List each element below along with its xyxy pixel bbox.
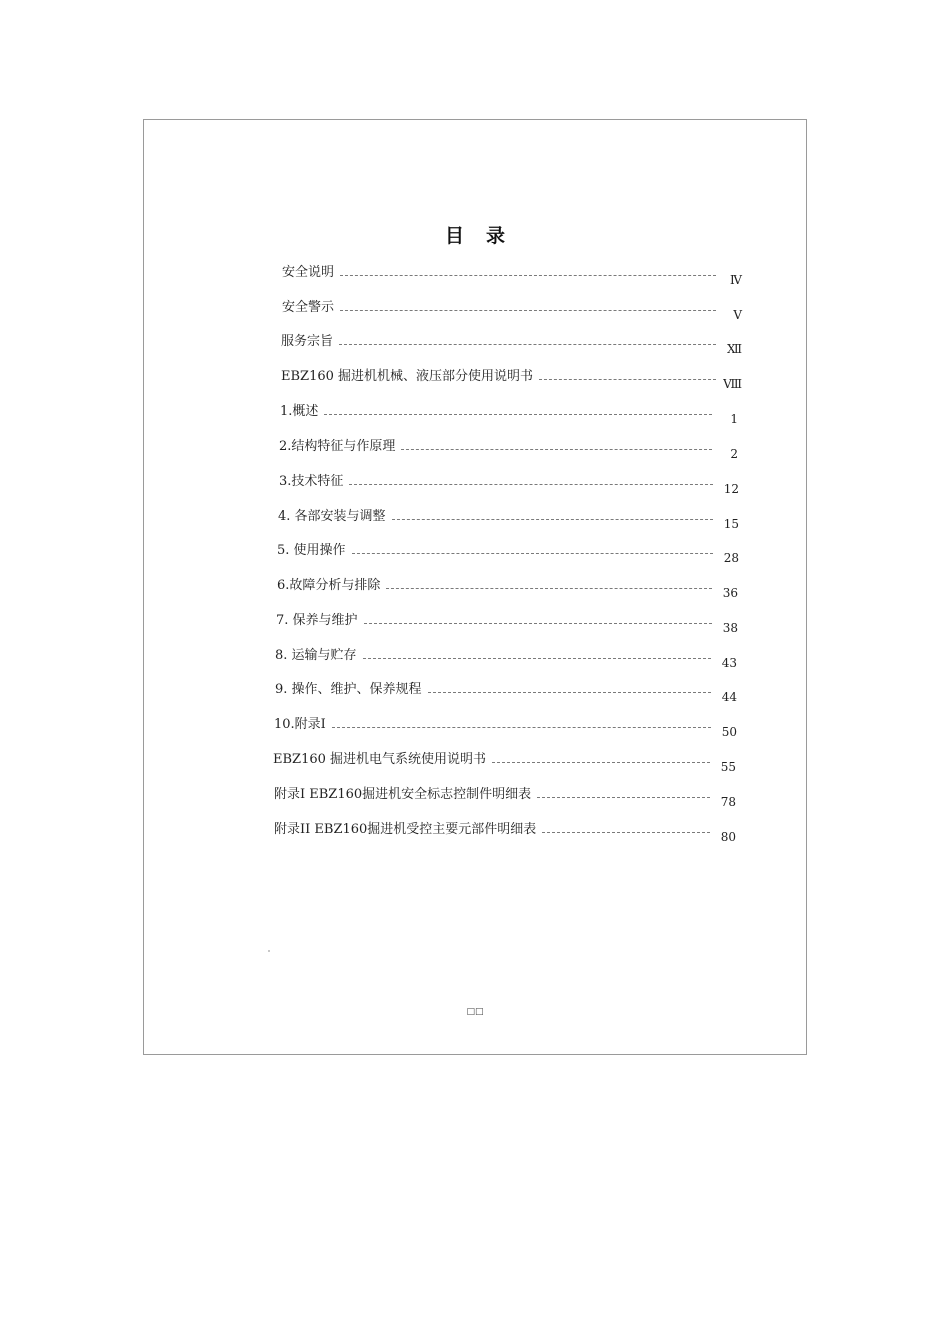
toc-entry — [275, 676, 737, 704]
toc-entry-label: EBZ160 掘进机电气系统使用说明书 — [273, 752, 487, 767]
toc-entry-label: 安全说明 — [282, 265, 335, 280]
toc-entry-page: Ⅳ — [730, 273, 742, 287]
toc-leader — [363, 658, 711, 659]
toc-entry — [274, 816, 736, 844]
toc-leader — [537, 797, 710, 798]
scan-speck — [268, 950, 270, 952]
toc-entry-label: 7. 保养与维护 — [276, 613, 358, 628]
toc-entry-page: 12 — [723, 482, 739, 496]
toc-entry-label: 安全警示 — [282, 300, 335, 315]
toc-leader — [492, 762, 710, 763]
toc-entry-label: 附录Ⅰ EBZ160掘进机安全标志控制件明细表 — [274, 787, 532, 802]
toc-entry-page: 28 — [723, 551, 739, 565]
toc-leader — [401, 449, 712, 450]
toc-entry — [274, 781, 736, 809]
toc-entry — [279, 433, 738, 461]
toc-entry-label: 4. 各部安装与调整 — [278, 509, 386, 524]
toc-entry — [274, 711, 737, 739]
toc-entry-page: 55 — [720, 760, 736, 774]
toc-entry-label: 6.故障分析与排除 — [277, 578, 381, 593]
toc-list — [144, 120, 806, 1054]
toc-entry-page: Ⅴ — [733, 308, 742, 322]
page-number: □□ — [466, 1007, 484, 1017]
toc-entry — [281, 328, 742, 356]
toc-leader — [539, 379, 716, 380]
toc-entry-page: 2 — [730, 447, 738, 461]
toc-entry-page: 43 — [721, 656, 737, 670]
toc-entry — [279, 468, 739, 496]
toc-entry-page: 78 — [720, 795, 736, 809]
toc-entry-label: 5. 使用操作 — [277, 543, 346, 558]
toc-entry — [282, 294, 742, 322]
toc-entry-label: 附录II EBZ160掘进机受控主要元部件明细表 — [274, 822, 537, 837]
toc-entry — [276, 607, 738, 635]
toc-leader — [392, 519, 713, 520]
toc-entry-label: 10.附录Ⅰ — [274, 717, 326, 732]
toc-leader — [339, 344, 716, 345]
toc-entry-page: 36 — [722, 586, 738, 600]
toc-leader — [364, 623, 712, 624]
toc-entry-label: 8. 运输与贮存 — [275, 648, 357, 663]
toc-entry-page: Ⅷ — [723, 377, 742, 391]
toc-title: 目录 — [444, 225, 527, 247]
toc-entry-label: 3.技术特征 — [279, 474, 344, 489]
toc-entry-label: 服务宗旨 — [281, 334, 334, 349]
toc-leader — [332, 727, 711, 728]
toc-leader — [542, 832, 710, 833]
toc-entry — [281, 363, 742, 391]
toc-entry-page: 44 — [721, 690, 737, 704]
toc-entry — [277, 537, 739, 565]
toc-entry — [280, 398, 738, 426]
toc-entry-page: 1 — [730, 412, 738, 426]
document-page — [143, 119, 807, 1055]
toc-entry — [277, 572, 738, 600]
toc-entry-page: 15 — [723, 517, 739, 531]
toc-entry-label: EBZ160 掘进机机械、液压部分使用说明书 — [281, 369, 534, 384]
toc-entry-label: 2.结构特征与作原理 — [279, 439, 396, 454]
toc-entry-page: 38 — [722, 621, 738, 635]
toc-leader — [340, 275, 716, 276]
toc-entry — [278, 503, 739, 531]
toc-leader — [340, 310, 716, 311]
toc-entry — [273, 746, 736, 774]
toc-leader — [386, 588, 712, 589]
toc-entry-label: 9. 操作、维护、保养规程 — [275, 682, 422, 697]
toc-entry-label: 1.概述 — [280, 404, 319, 419]
toc-entry-page: Ⅻ — [726, 342, 742, 356]
toc-entry — [275, 642, 737, 670]
toc-entry — [282, 259, 742, 287]
toc-leader — [349, 484, 713, 485]
toc-leader — [352, 553, 713, 554]
toc-entry-page: 50 — [721, 725, 737, 739]
toc-leader — [324, 414, 712, 415]
toc-leader — [428, 692, 711, 693]
toc-entry-page: 80 — [720, 830, 736, 844]
